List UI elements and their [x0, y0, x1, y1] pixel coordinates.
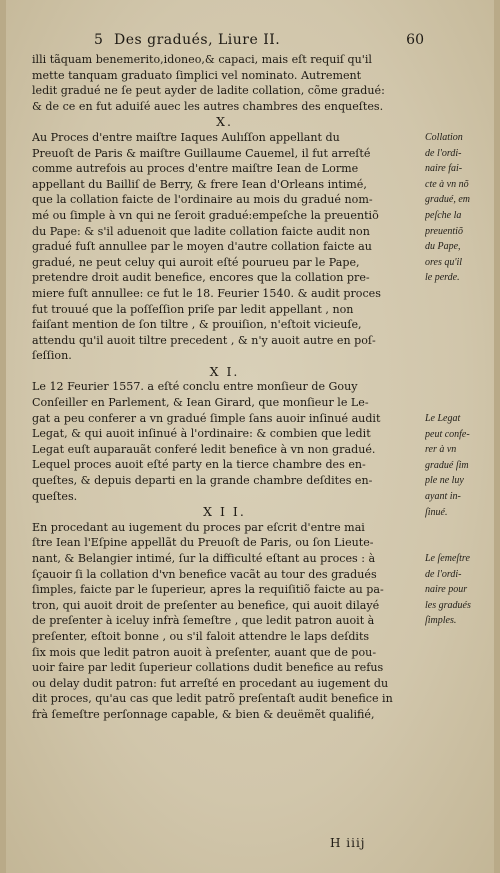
- text-line: nant, & Belangier intimé, ſur la difficulté eſtant au proces : à: [32, 552, 376, 565]
- margin-line: preuentiõ: [425, 225, 463, 237]
- text-line: Preuoſt de Paris & maiſtre Guillaume Cauemel, il fut arreſté: [32, 146, 371, 160]
- signature-mark: H iiij: [330, 836, 366, 850]
- text-line: de preſenter à iceluy infrà ſemeſtre , que ledit patron auoit à: [32, 614, 375, 628]
- margin-line: les gradués: [425, 599, 471, 611]
- text-line: ſimples, faicte par le ſuperieur, apres la requiſitiõ faicte au pa-: [32, 583, 384, 597]
- margin-line: le perde.: [425, 272, 460, 284]
- text-line: Au Proces d'entre maiſtre Iaques Aulıſſon appellant du: [32, 130, 340, 144]
- margin-line: rer à vn: [425, 444, 457, 456]
- text-line: ou delay dudit patron: fut arreſté en procedant au iugement du: [32, 676, 389, 690]
- text-line: fut trouué que la poſſeſſion priſe par ledit appellant , non: [32, 302, 354, 316]
- text-line: attendu qu'il auoit tiltre precedent , & n'y auoit autre en poſ-: [32, 333, 376, 347]
- text-line: illi tãquam benemerito,idoneo,& capaci, mais eſt requiſ qu'il: [32, 53, 372, 66]
- section-heading-xi: X I.: [209, 363, 240, 379]
- text-line: queſtes, & depuis departi en la grande chambre deſdites en-: [32, 474, 373, 488]
- margin-line: naire fai-: [425, 163, 463, 175]
- text-line: ledit gradué ne ſe peut ayder de ladite collation, cõme gradué:: [32, 84, 385, 98]
- text-line: pretendre droit audit benefice, encores que la collation pre-: [32, 271, 370, 285]
- text-line: Conſeiller en Parlement, & Iean Girard, que monſieur le Le-: [32, 396, 369, 410]
- intro-paragraph: [32, 52, 417, 114]
- text-line: gat a peu conferer a vn gradué ſimple ſans auoir inſinué audit: [32, 411, 381, 425]
- section-xii-paragraph: [32, 520, 417, 723]
- text-line: faiſant mention de ſon tiltre , & prouiſion, n'eſtoit vicieuſe,: [32, 318, 362, 332]
- text-line: Legat, & qui auoit inſinué à l'ordinaire: & combien que ledit: [32, 427, 371, 441]
- margin-note-xi: [425, 411, 497, 520]
- text-line: ſtre Iean l'Eſpine appellãt du Preuoſt de Paris, ou ſon Lieute-: [32, 536, 374, 550]
- margin-line: Collation: [425, 132, 463, 143]
- text-line: Le 12 Feurier 1557. a eſté conclu entre monſieur de Gouy: [32, 380, 358, 394]
- page-number-left: 5: [94, 32, 103, 48]
- margin-line: gradué, em: [425, 194, 470, 206]
- text-line: Lequel proces auoit eſté party en la tierce chambre des en-: [32, 458, 366, 472]
- text-line: En procedant au iugement du proces par eſcrit d'entre mai: [32, 520, 365, 534]
- margin-note-x: [425, 130, 497, 286]
- page-edge-left: [0, 0, 6, 873]
- section-x-paragraph: [32, 130, 417, 364]
- text-line: ſçauoir ſi la collation d'vn benefice vacãt au tour des gradués: [32, 567, 377, 581]
- margin-line: ple ne luy: [425, 475, 464, 487]
- text-line: mé ou ſimple à vn qui ne ſeroit gradué:empeſche la preuentiõ: [32, 208, 379, 222]
- text-line: & de ce en fut aduiſé auec les autres chambres des enqueſtes.: [32, 99, 384, 113]
- text-line: comme autrefois au proces d'entre maiſtre Iean de Lorme: [32, 162, 359, 176]
- body-text: [32, 52, 417, 723]
- margin-line: du Pape,: [425, 241, 461, 253]
- text-line: du Pape: & s'il aduenoit que ladite collation faicte audit non: [32, 224, 370, 238]
- text-line: ſeſſion.: [32, 349, 72, 363]
- margin-line: peut confe-: [425, 428, 470, 440]
- text-line: frà ſemeſtre perſonnage capable, & bien & deuëmẽt qualifié,: [32, 707, 375, 721]
- margin-line: peſche la: [425, 209, 462, 221]
- margin-line: ſimples.: [425, 615, 457, 627]
- section-xi-paragraph: [32, 379, 417, 504]
- folio-number: 60: [406, 32, 424, 48]
- text-line: mette tanquam graduato ſimplici vel nominato. Autrement: [32, 68, 362, 82]
- text-line: uoir faire par ledit ſuperieur collations dudit benefice au refus: [32, 661, 384, 675]
- running-header: [94, 32, 424, 50]
- margin-note-xii: [425, 551, 497, 629]
- margin-line: cte à vn nõ: [425, 178, 469, 190]
- margin-line: gradué ſim: [425, 459, 469, 471]
- margin-line: ſinué.: [425, 506, 448, 518]
- margin-line: ores qu'il: [425, 256, 463, 268]
- margin-line: de l'ordi-: [425, 147, 462, 159]
- text-line: que la collation faicte de l'ordinaire au mois du gradué nom-: [32, 193, 373, 207]
- text-line: gradué fuſt annullee par le moyen d'autre collation faicte au: [32, 240, 372, 254]
- margin-line: naire pour: [425, 584, 468, 596]
- text-line: preſenter, eſtoit bonne , ou s'il faloit attendre le laps deſdits: [32, 629, 370, 643]
- text-line: Legat euſt auparauãt conferé ledit benefice à vn non gradué.: [32, 442, 376, 456]
- margin-line: Le Legat: [425, 413, 461, 424]
- margin-line: ayant in-: [425, 490, 461, 502]
- text-line: dit proces, qu'au cas que ledit patrõ preſentaſt audit benefice in: [32, 692, 393, 706]
- margin-line: Le ſemeſtre: [425, 553, 470, 564]
- text-line: tron, qui auoit droit de preſenter au benefice, qui auoit dilayé: [32, 598, 380, 612]
- margin-line: de l'ordi-: [425, 568, 462, 580]
- section-heading-xii: X I I.: [203, 504, 246, 520]
- text-line: ſix mois que ledit patron auoit à preſenter, auant que de pou-: [32, 645, 377, 659]
- text-line: appellant du Bailliſ de Berry, & frere Iean d'Orleans intimé,: [32, 177, 367, 191]
- text-line: miere fuſt annullee: ce fut le 18. Feurier 1540. & audit proces: [32, 286, 381, 300]
- section-heading-x: X.: [216, 114, 233, 130]
- text-line: queſtes.: [32, 489, 78, 503]
- text-line: gradué, ne peut celuy qui auroit eſté pourueu par le Pape,: [32, 255, 360, 269]
- running-title: Des gradués, Liure II.: [114, 32, 281, 48]
